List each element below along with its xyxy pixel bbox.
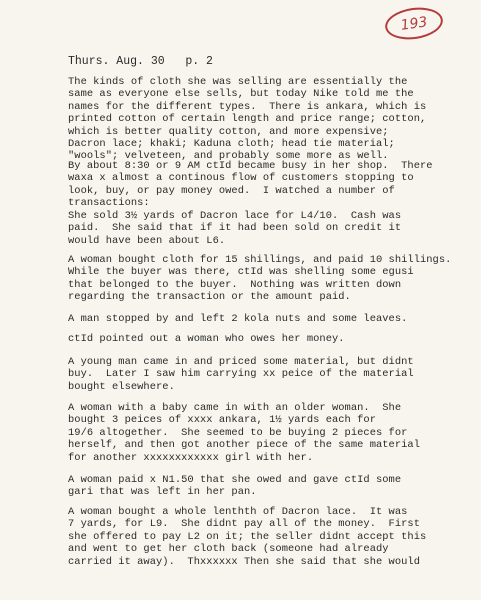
page-number-stamp: 193: [383, 4, 445, 43]
page-header: Thurs. Aug. 30 p. 2: [68, 55, 213, 68]
paragraph-cloth-types: The kinds of cloth she was selling are essentially the same as everyone else sells, but today Nike told me the names for the different types. There is ankara, which is printed cotton of certain length and price range; cotton, which is better quality cotton, and more expensive; Dacron lace; khaki; Kaduna cloth; head tie material; "wools"; velveteen, and probably some more as well.: [68, 76, 427, 163]
paragraph-cloth-payment: A woman bought cloth for 15 shillings, and paid 10 shillings. While the buyer was there, ctId was shelling some egusi that belonged to the buyer. Nothing was written down regarding the transaction or the amount paid.: [68, 254, 452, 304]
paragraph-busy-shop: By about 8:30 or 9 AM ctId became busy in her shop. There waxa x almost a continous flow of customers stopping to look, buy, or pay money owed. I watched a number of transactions:: [68, 160, 433, 210]
paragraph-owes-money: ctId pointed out a woman who owes her money.: [68, 333, 345, 345]
paragraph-dacron-sale: She sold 3½ yards of Dacron lace for L4/10. Cash was paid. She said that if it had been sold on credit it would have been about L6.: [68, 210, 402, 247]
paragraph-kola-nuts: A man stopped by and left 2 kola nuts and some leaves.: [68, 313, 408, 325]
paragraph-whole-length: A woman bought a whole lenthth of Dacron lace. It was 7 yards, for L9. She didnt pay all of the money. First she offered to pay L2 on it; the seller didnt accept this and went to get her cloth back (someone had already carried it away). Thxxxxxx Then she said that she would: [68, 506, 427, 568]
paragraph-woman-with-baby: A woman with a baby came in with an older woman. She bought 3 peices of xxxx ankara, 1½ yards each for 19/6 altogether. She seemed to be buying 2 pieces for herself, and then got another piece of the same material for another xxxxxxxxxxxx girl with her.: [68, 402, 420, 464]
paragraph-gari-payment: A woman paid x N1.50 that she owed and gave ctId some gari that was left in her pan.: [68, 474, 402, 499]
paragraph-young-man: A young man came in and priced some material, but didnt buy. Later I saw him carrying xx peice of the material bought elsewhere.: [68, 356, 414, 393]
